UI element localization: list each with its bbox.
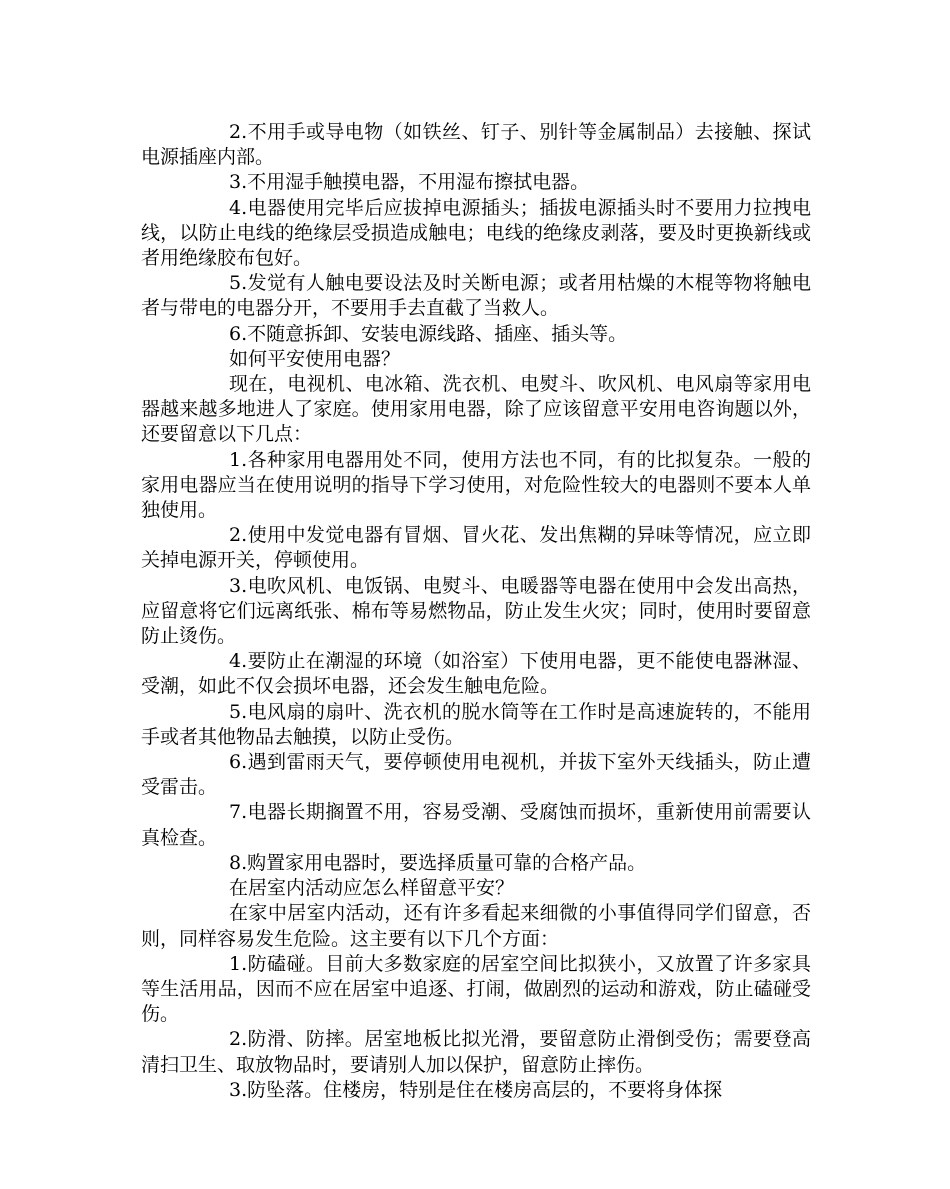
section-heading-indoor-safety: 在居室内活动应怎么样留意平安？ [229,877,515,900]
paragraph-indoor-intro: 在家中居室内活动，还有许多看起来细微的小事值得同学们留意，否则，同样容易发生危险。这主要有以下几个方面： [141,902,811,950]
paragraph-appliance-3: 3.电吹风机、电饭锅、电熨斗、电暖器等电器在使用中会发出高热，应留意将它们远离纸张、棉布等易燃物品，防止发生火灾；同时，使用时要留意防止烫伤。 [141,574,811,648]
paragraph-electric-safety-5: 5.发觉有人触电要设法及时关断电源；或者用枯燥的木棍等物将触电者与带电的电器分开，不要用手去直截了当救人。 [141,272,811,320]
paragraph-appliance-intro: 现在，电视机、电冰箱、洗衣机、电熨斗、吹风机、电风扇等家用电器越来越多地进人了家庭。使用家用电器，除了应该留意平安用电咨询题以外，还要留意以下几点： [141,373,811,446]
paragraph-indoor-2: 2.防滑、防摔。居室地板比拟光滑，要留意防止滑倒受伤；需要登高清扫卫生、取放物品时，要请别人加以保护，留意防止摔伤。 [141,1028,811,1076]
paragraph-appliance-6: 6.遇到雷雨天气，要停顿使用电视机，并拔下室外天线插头，防止遭受雷击。 [141,751,811,799]
paragraph-appliance-4: 4.要防止在潮湿的环境（如浴室）下使用电器，更不能使电器淋湿、受潮，如此不仅会损坏电器，还会发生触电危险。 [141,650,811,698]
paragraph-indoor-1: 1.防磕碰。目前大多数家庭的居室空间比拟狭小，又放置了许多家具等生活用品，因而不应在居室中追逐、打闹，做剧烈的运动和游戏，防止磕碰受伤。 [141,952,811,1026]
paragraph-appliance-8: 8.购置家用电器时，要选择质量可靠的合格产品。 [229,851,647,874]
paragraph-electric-safety-3: 3.不用湿手触摸电器，不用湿布擦拭电器。 [229,171,590,194]
document-body [141,120,811,1103]
paragraph-electric-safety-4: 4.电器使用完毕后应拔掉电源插头；插拔电源插头时不要用力拉拽电线，以防止电线的绝缘层受损造成触电；电线的绝缘皮剥落，要及时更换新线或者用绝缘胶布包好。 [141,196,811,270]
paragraph-electric-safety-6: 6.不随意拆卸、安装电源线路、插座、插头等。 [229,322,628,345]
paragraph-appliance-2: 2.使用中发觉电器有冒烟、冒火花、发出焦糊的异味等情况，应立即关掉电源开关，停顿使用。 [141,524,811,572]
paragraph-indoor-3: 3.防坠落。住楼房，特别是住在楼房高层的，不要将身体探 [229,1078,723,1101]
paragraph-appliance-1: 1.各种家用电器用处不同，使用方法也不同，有的比拟复杂。一般的家用电器应当在使用说明的指导下学习使用，对危险性较大的电器则不要本人单独使用。 [141,448,811,522]
paragraph-appliance-5: 5.电风扇的扇叶、洗衣机的脱水筒等在工作时是高速旋转的，不能用手或者其他物品去触摸，以防止受伤。 [141,700,811,748]
paragraph-appliance-7: 7.电器长期搁置不用，容易受潮、受腐蚀而损坏，重新使用前需要认真检查。 [141,801,811,849]
section-heading-appliance-safety: 如何平安使用电器？ [229,347,401,370]
paragraph-electric-safety-2: 2.不用手或导电物（如铁丝、钉子、别针等金属制品）去接触、探试电源插座内部。 [141,121,811,169]
